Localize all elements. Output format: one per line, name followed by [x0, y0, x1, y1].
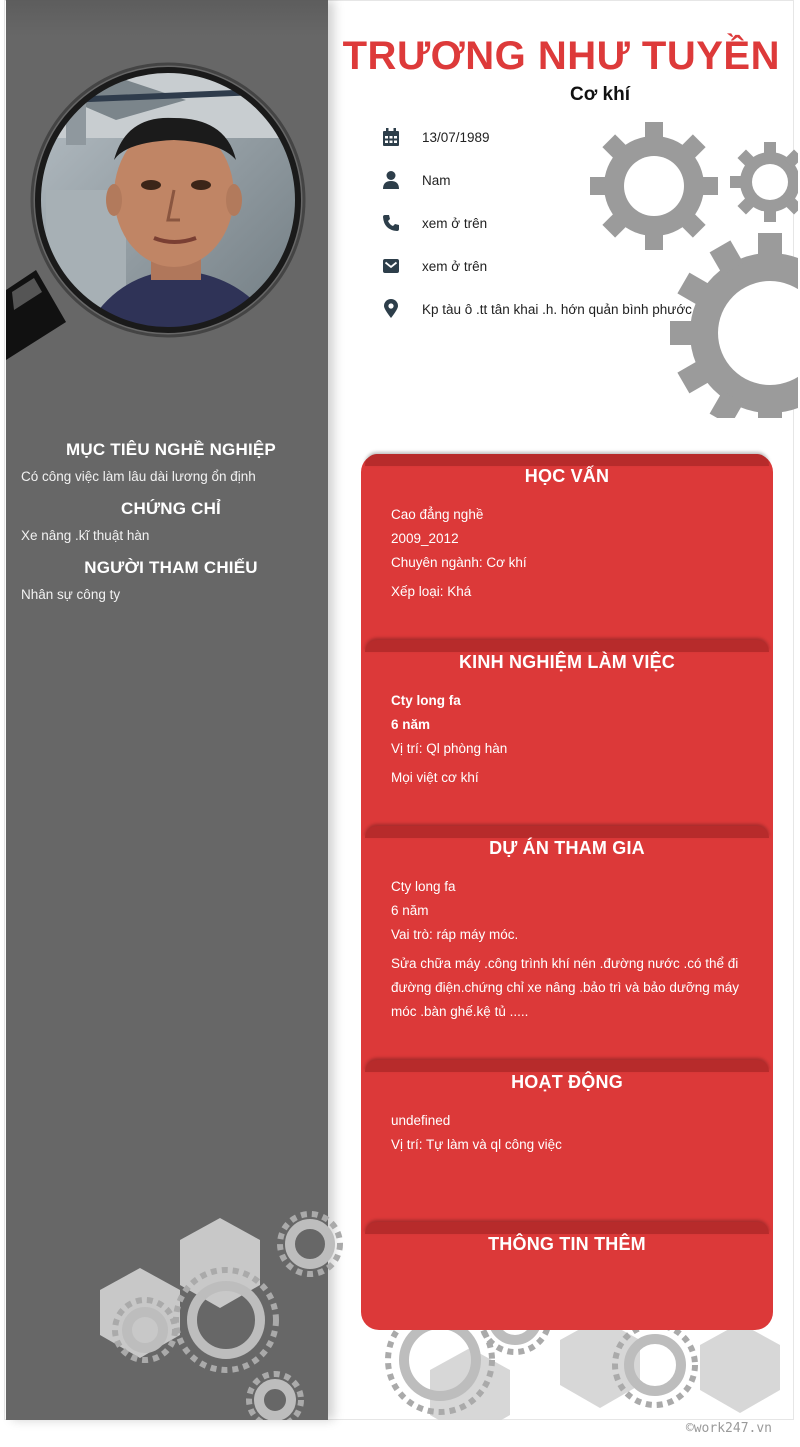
candidate-name: TRƯƠNG NHƯ TUYỀN	[342, 34, 780, 78]
card-tab	[365, 640, 769, 652]
address-row	[380, 297, 692, 321]
magnifier-photo-graphic	[6, 60, 326, 360]
candidate-role: Cơ khí	[570, 84, 630, 105]
activities-name: undefined	[391, 1113, 451, 1128]
projects-duration: 6 năm	[391, 903, 429, 918]
experience-position: Vị trí: Ql phòng hàn	[391, 741, 508, 756]
experience-description: Mọi việt cơ khí	[391, 770, 479, 785]
education-grade: Xếp loại: Khá	[391, 584, 472, 599]
projects-card	[361, 826, 773, 1074]
phone-text: xem ở trên	[422, 215, 488, 231]
card-tab	[365, 1060, 769, 1072]
certificates-title: CHỨNG CHỈ	[121, 499, 221, 518]
profile-photo	[6, 60, 326, 360]
watermark: ©work247.vn	[685, 1421, 772, 1436]
phone-icon	[380, 212, 402, 234]
projects-description-line: đường điện.chứng chỉ xe nâng .bảo trì và bảo dưỡng máy	[391, 980, 740, 995]
education-card	[361, 454, 773, 648]
career-objective-text: Có công việc làm lâu dài lương ổn định	[21, 469, 256, 484]
career-objective-title: MỤC TIÊU NGHỀ NGHIỆP	[66, 440, 276, 459]
envelope-icon	[380, 255, 402, 277]
career-objective-section	[21, 440, 316, 484]
email-row	[380, 254, 488, 278]
card-tab	[365, 454, 769, 466]
experience-title: KINH NGHIỆM LÀM VIỆC	[458, 652, 675, 672]
projects-description-line: Sửa chữa máy .công trình khí nén .đường nước .có thể đi	[391, 956, 739, 971]
additional-info-card	[361, 1222, 773, 1330]
experience-company: Cty long fa	[391, 693, 461, 708]
projects-body	[391, 875, 751, 1024]
education-major: Chuyên ngành: Cơ khí	[391, 555, 527, 570]
card-tab	[365, 826, 769, 838]
birthdate-text: 13/07/1989	[422, 129, 490, 145]
activities-body	[391, 1109, 751, 1157]
experience-body	[391, 689, 751, 790]
gear-icon	[586, 118, 798, 418]
projects-title: DỰ ÁN THAM GIA	[489, 838, 645, 858]
address-text: Kp tàu ô .tt tân khai .h. hớn quản bình phước	[422, 301, 692, 317]
map-pin-icon	[380, 298, 402, 320]
references-title: NGƯỜI THAM CHIẾU	[84, 558, 258, 577]
certificates-section	[21, 499, 316, 543]
calendar-icon	[380, 126, 402, 148]
sidebar-shade	[6, 0, 328, 36]
user-icon	[380, 169, 402, 191]
gender-text: Nam	[422, 172, 451, 188]
education-title: HỌC VẤN	[524, 466, 610, 486]
references-text: Nhân sự công ty	[21, 587, 121, 602]
activities-card	[361, 1060, 773, 1226]
activities-title: HOẠT ĐỘNG	[511, 1072, 623, 1092]
references-section	[21, 558, 316, 602]
projects-description-line: móc .bàn ghế.kệ tủ .....	[391, 1004, 529, 1019]
card-tab	[365, 1222, 769, 1234]
experience-card	[361, 640, 773, 834]
additional-info-title: THÔNG TIN THÊM	[488, 1234, 646, 1254]
projects-name: Cty long fa	[391, 879, 456, 894]
education-period: 2009_2012	[391, 531, 459, 546]
email-text: xem ở trên	[422, 258, 488, 274]
activities-position: Vị trí: Tự làm và ql công việc	[391, 1137, 562, 1152]
gender-row	[380, 168, 451, 192]
birthdate-row	[380, 125, 490, 149]
projects-description	[391, 952, 751, 1024]
projects-role: Vai trò: ráp máy móc.	[391, 927, 519, 942]
education-body	[391, 503, 751, 604]
education-school: Cao đẳng nghề	[391, 507, 484, 522]
certificates-text: Xe nâng .kĩ thuật hàn	[21, 528, 150, 543]
experience-duration: 6 năm	[391, 717, 431, 732]
phone-row	[380, 211, 488, 235]
